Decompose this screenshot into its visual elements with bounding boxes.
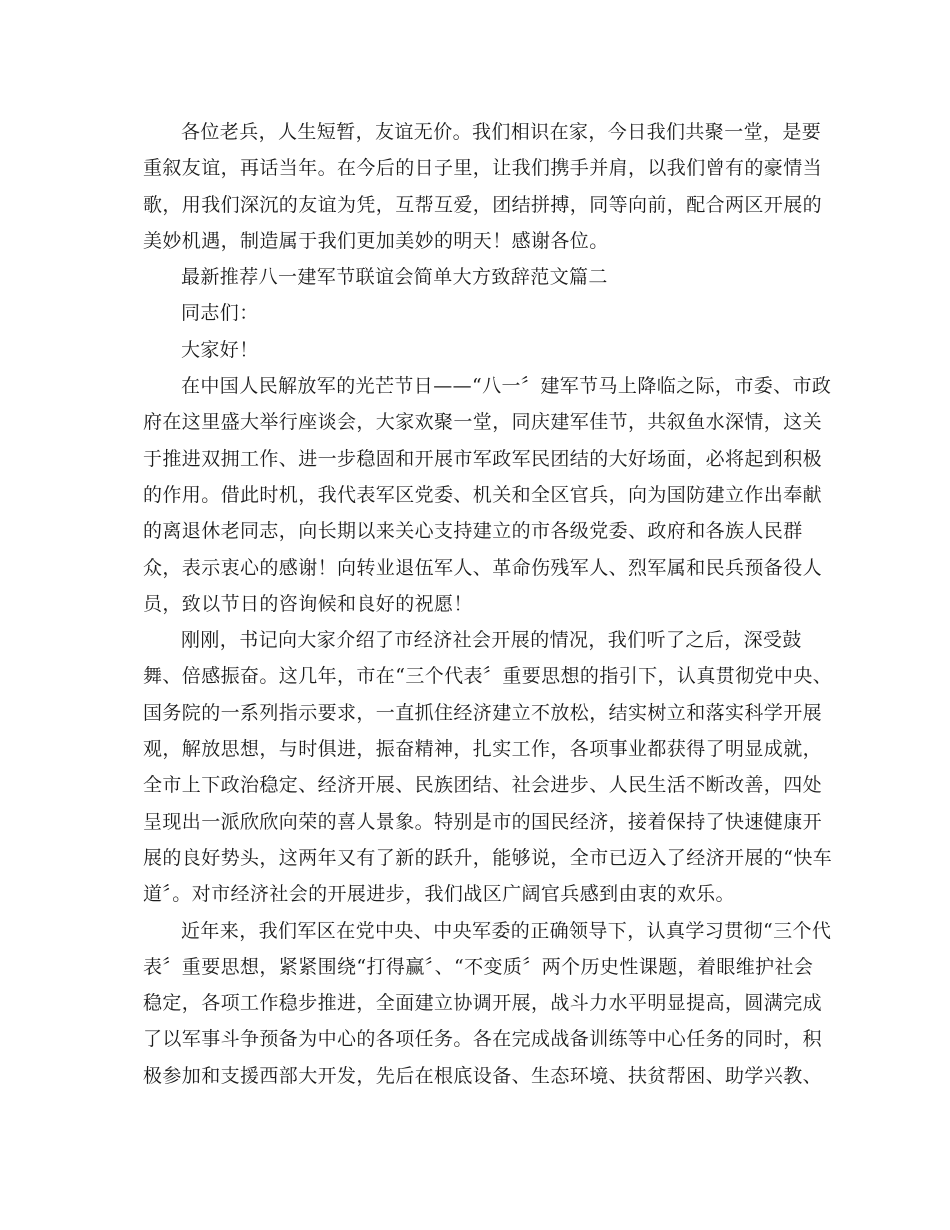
text-line: 员，致以节日的咨询候和良好的祝愿！ [143,592,473,615]
text-line: 稳定，各项工作稳步推进，全面建立协调开展，战斗力水平明显提高，圆满完成 [143,992,823,1015]
paragraph-economic-development [143,622,833,912]
text-line: 同志们： [181,302,259,325]
text-line: 最新推荐八一建军节联谊会简单大方致辞范文篇二 [181,266,608,289]
text-line: 了以军事斗争预备为中心的各项任务。各在完成战备训练等中心任务的同时，积 [143,1028,823,1051]
text-line: 重叙友谊，再话当年。在今后的日子里，让我们携手并肩，以我们曾有的豪情当 [143,157,823,180]
text-line: 表〞重要思想，紧紧围绕“打得赢〞、“不变质〞两个历史性课题，着眼维护社会 [143,955,814,978]
text-line: 道〞。对市经济社会的开展进步，我们战区广阔官兵感到由衷的欢乐。 [143,883,735,906]
text-line: 于推进双拥工作、进一步稳固和开展市军政军民团结的大好场面，必将起到积极 [143,447,823,470]
text-line: 府在这里盛大举行座谈会，大家欢聚一堂，同庆建军佳节，共叙鱼水深情，这关 [143,411,823,434]
text-line: 近年来，我们军区在党中央、中央军委的正确领导下，认真学习贯彻“三个代 [181,919,832,942]
text-line: 观，解放思想，与时俱进，振奋精神，扎实工作，各项事业都获得了明显成就， [143,738,823,761]
text-line: 呈现出一派欣欣向荣的喜人景象。特别是市的国民经济，接着保持了快速健康开 [143,810,823,833]
document-body [143,114,833,1094]
text-line: 各位老兵，人生短暂，友谊无价。我们相识在家，今日我们共聚一堂，是要 [181,121,822,143]
paragraph-closing-remarks [143,114,823,259]
salutation [143,295,803,331]
section-heading [143,259,803,295]
greeting [143,332,803,368]
text-line: 众，表示衷心的感谢！向转业退伍军人、革命伤残军人、烈军属和民兵预备役人 [143,556,823,579]
text-line: 歌，用我们深沉的友谊为凭，互帮互爱，团结拼搏，同等向前，配合两区开展的 [143,193,823,216]
text-line: 国务院的一系列指示要求，一直抓住经济建立不放松，结实树立和落实科学开展 [143,701,823,724]
text-line: 舞、倍感振奋。这几年，市在“三个代表〞重要思想的指引下，认真贯彻党中央、 [143,665,833,688]
paragraph-military-region [143,913,832,1094]
text-line: 刚刚，书记向大家介绍了市经济社会开展的情况，我们听了之后，深受鼓 [181,629,802,652]
paragraph-festival-intro [143,368,832,622]
text-line: 的作用。借此时机，我代表军区党委、机关和全区官兵，向为国防建立作出奉献 [143,483,823,506]
text-line: 的离退休老同志，向长期以来关心支持建立的市各级党委、政府和各族人民群 [143,520,803,543]
text-line: 极参加和支援西部大开发，先后在根底设备、生态环境、扶贫帮困、助学兴教、 [143,1064,823,1087]
text-line: 全市上下政治稳定、经济开展、民族团结、社会进步、人民生活不断改善，四处 [143,774,823,797]
text-line: 展的良好势头，这两年又有了新的跃升，能够说，全市已迈入了经济开展的“快车 [143,846,833,869]
text-line: 美妙机遇，制造属于我们更加美妙的明天！感谢各位。 [143,229,609,252]
text-line: 在中国人民解放军的光芒节日——“八一〞建军节马上降临之际，市委、市政 [181,375,832,398]
text-line: 大家好！ [181,338,259,361]
